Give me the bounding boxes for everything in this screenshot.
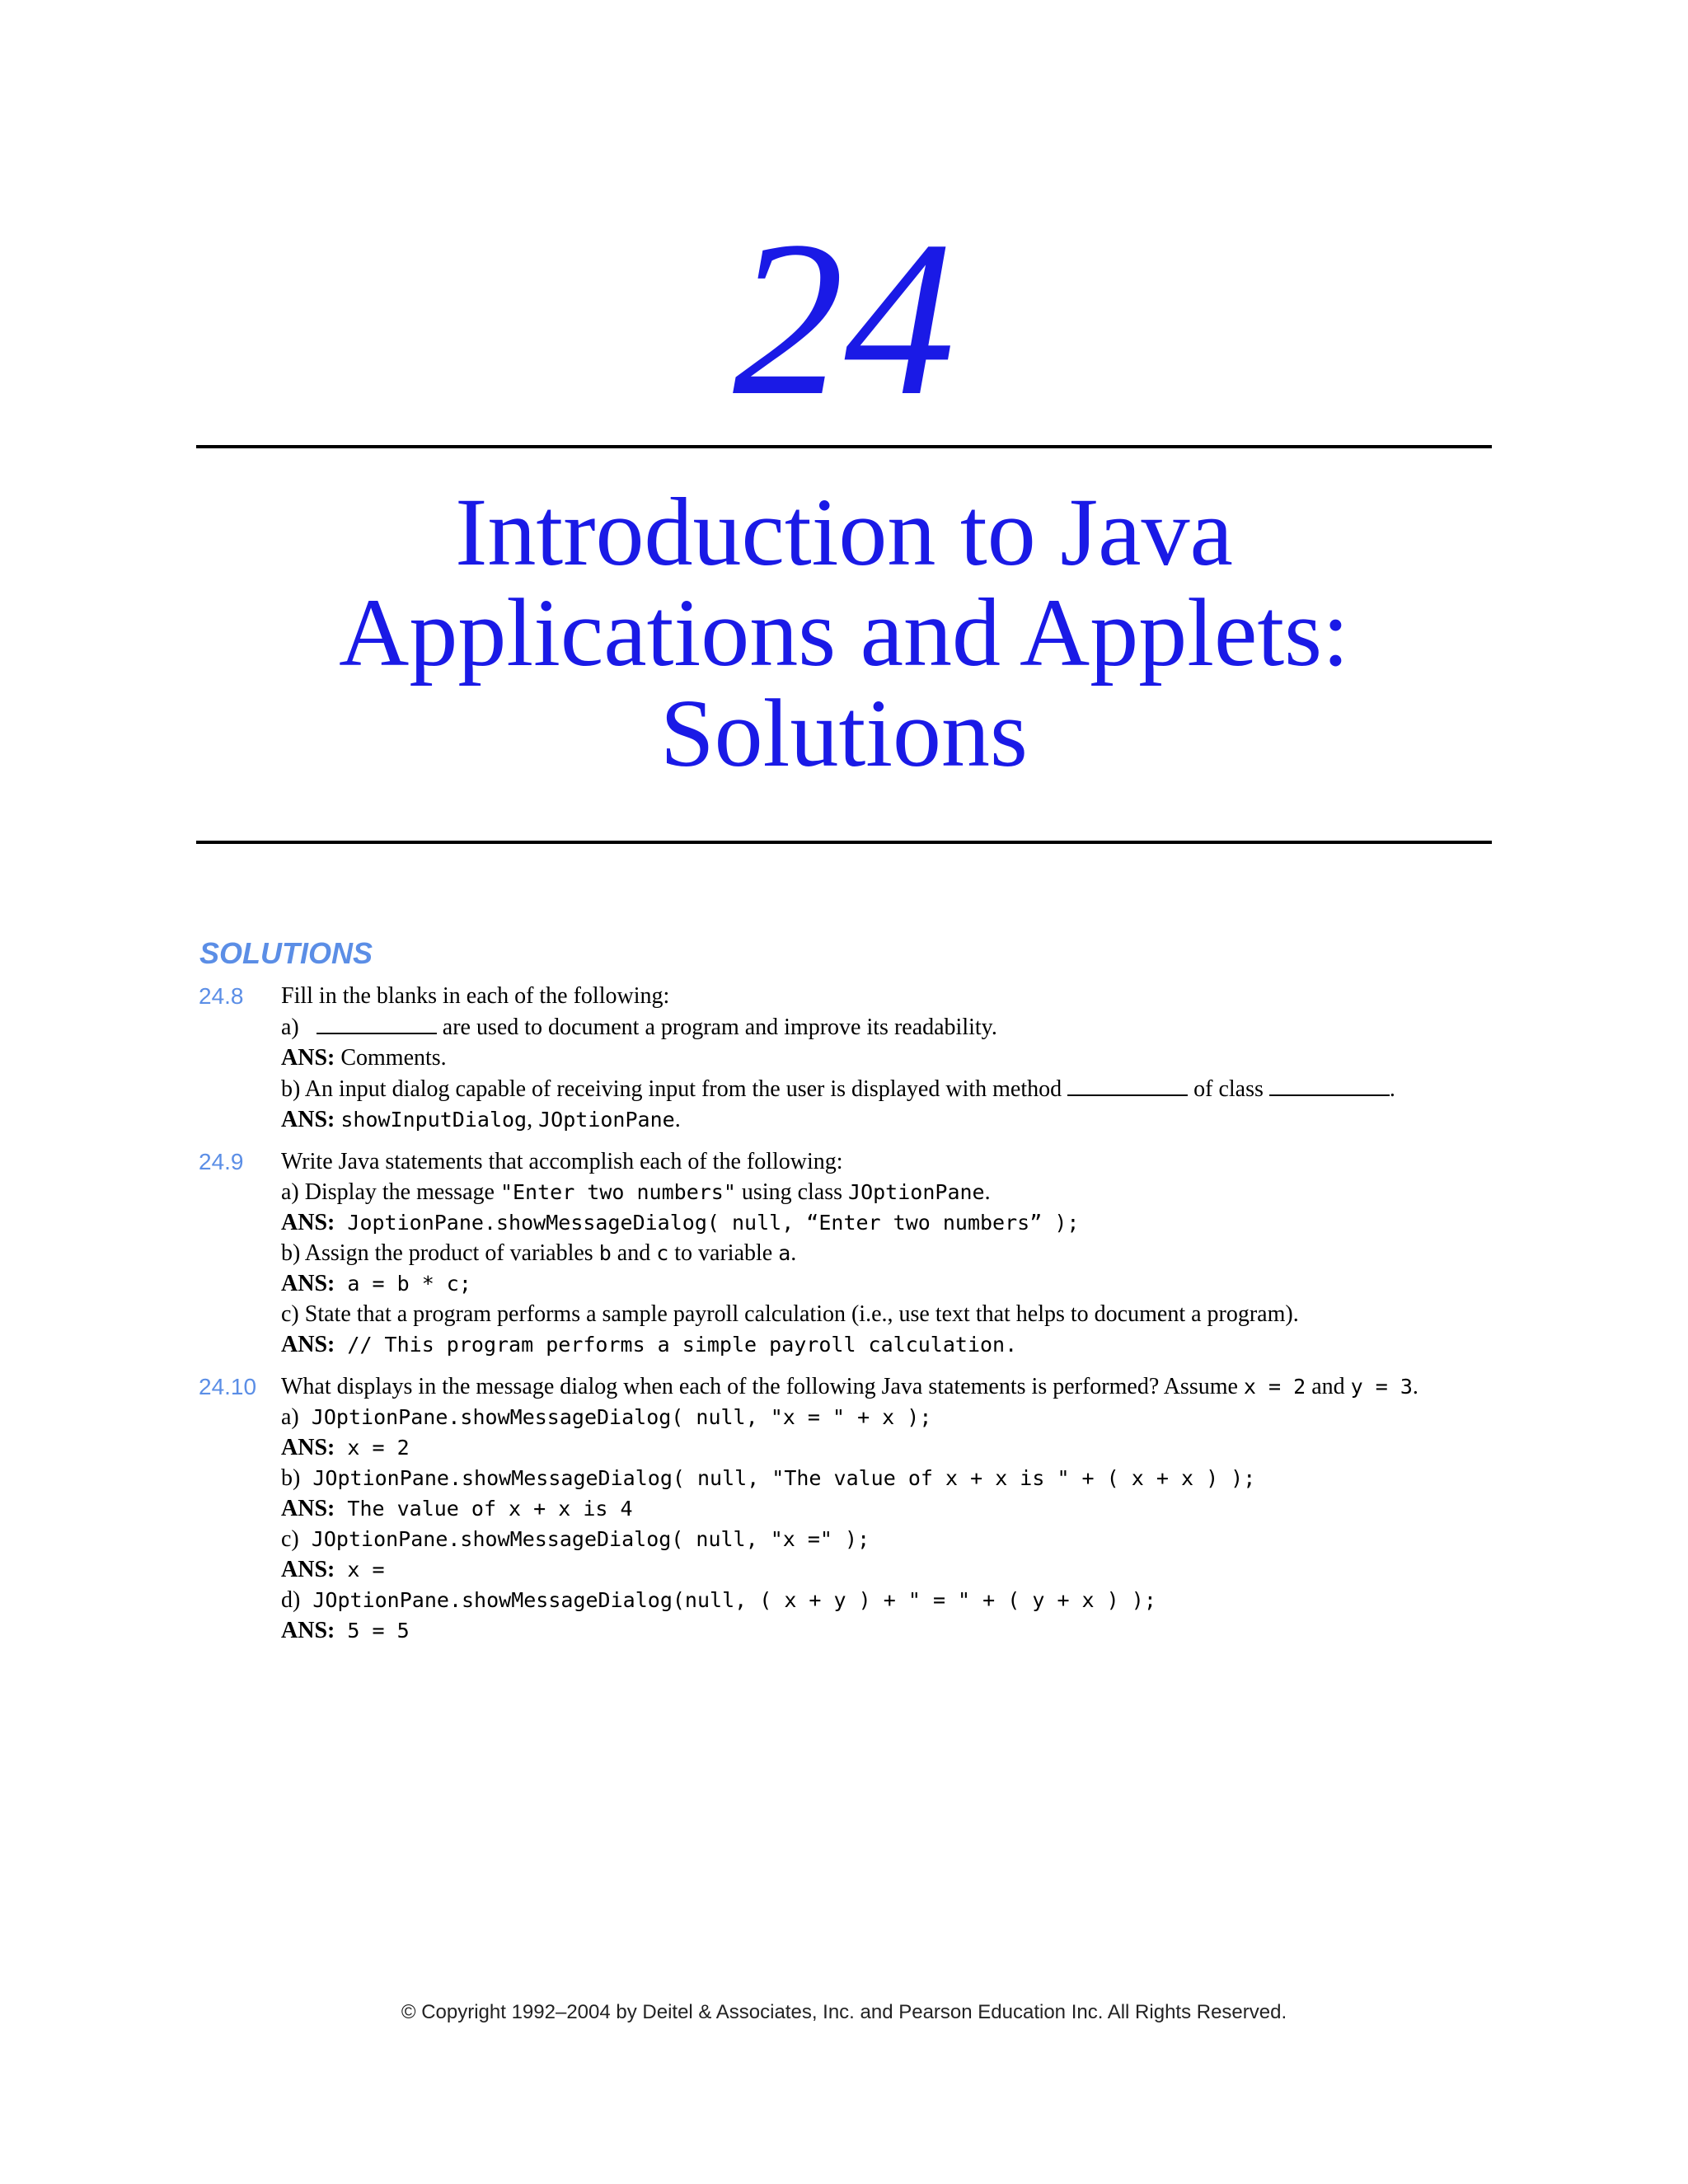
answer-label: ANS: — [281, 1435, 335, 1460]
question-code: "Enter two numbers" — [499, 1180, 736, 1204]
chapter-number: 24 — [733, 195, 955, 442]
question-label: a) — [281, 1015, 299, 1040]
prompt-code: x = 2 — [1243, 1375, 1306, 1399]
question-c — [281, 1299, 1484, 1329]
question-label: b) — [281, 1465, 301, 1491]
question-text: Display the message — [298, 1179, 500, 1205]
question-text: . — [984, 1179, 991, 1205]
answer-code: JOptionPane — [538, 1108, 675, 1132]
question-code: JOptionPane.showMessageDialog( null, "x =" ); — [298, 1527, 870, 1551]
answer-code: // This program performs a simple payroll calculation. — [335, 1333, 1018, 1357]
top-divider — [196, 445, 1492, 448]
prompt-text: What displays in the message dialog when each of the following Java statements is performed? Assume — [281, 1374, 1244, 1399]
question-label: a) — [281, 1404, 299, 1430]
answer-code: 5 = 5 — [335, 1619, 410, 1643]
answer-code: JoptionPane.showMessageDialog( null, “Enter two numbers” ); — [335, 1211, 1080, 1235]
question-text: State that a program performs a sample payroll calculation (i.e., use text that helps to document a program). — [298, 1301, 1299, 1327]
fill-blank — [1067, 1073, 1188, 1096]
answer-a — [281, 1432, 1484, 1463]
question-text: . — [790, 1240, 797, 1266]
answer-text: . — [674, 1107, 681, 1132]
answer-code: a = b * c; — [335, 1272, 471, 1296]
answer-a — [281, 1207, 1484, 1238]
question-text: of class — [1188, 1076, 1269, 1102]
answer-label: ANS: — [281, 1045, 335, 1071]
question-text: and — [611, 1240, 657, 1266]
question-label: b) — [281, 1076, 301, 1102]
answer-text: , — [527, 1107, 539, 1132]
exercise-number: 24.10 — [199, 1374, 257, 1399]
question-label: c) — [281, 1526, 299, 1552]
exercise-body — [281, 981, 1484, 1135]
answer-d — [281, 1615, 1484, 1646]
answer-b — [281, 1493, 1484, 1524]
question-label: a) — [281, 1179, 299, 1205]
question-code: a — [778, 1241, 791, 1265]
section-heading: SOLUTIONS — [199, 936, 373, 970]
question-d — [281, 1585, 1484, 1615]
question-code: JOptionPane.showMessageDialog(null, ( x + y ) + " = " + ( y + x ) ); — [300, 1588, 1156, 1612]
question-code: b — [598, 1241, 612, 1265]
answer-label: ANS: — [281, 1210, 335, 1235]
question-b — [281, 1463, 1484, 1493]
answer-code: showInputDialog — [340, 1108, 528, 1132]
prompt-code: y = 3 — [1350, 1375, 1413, 1399]
question-text: Assign the product of variables — [300, 1240, 599, 1266]
answer-label: ANS: — [281, 1557, 335, 1582]
question-b — [281, 1238, 1484, 1268]
exercise-prompt — [281, 1371, 1484, 1402]
prompt-text: . — [1412, 1374, 1418, 1399]
exercise-number: 24.9 — [199, 1149, 244, 1174]
question-code: JOptionPane.showMessageDialog( null, "x = " + x ); — [298, 1405, 932, 1429]
answer-code: The value of x + x is 4 — [335, 1497, 633, 1521]
chapter-title-line-3: Solutions — [660, 679, 1028, 787]
answer-a — [281, 1043, 1484, 1073]
answer-code: x = — [335, 1558, 385, 1582]
answer-c — [281, 1329, 1484, 1360]
exercise-24-10 — [0, 1371, 1688, 1646]
question-text: . — [1389, 1076, 1395, 1102]
question-b — [281, 1073, 1484, 1104]
question-code: JOptionPane.showMessageDialog( null, "The value of x + x is " + ( x + x ) ); — [300, 1466, 1256, 1490]
answer-text: Comments. — [335, 1045, 447, 1071]
fill-blank — [1269, 1073, 1390, 1096]
question-text: are used to document a program and improve its readability. — [436, 1015, 997, 1040]
exercise-list — [0, 981, 1688, 1657]
chapter-title-line-1: Introduction to Java — [455, 478, 1233, 586]
exercise-body — [281, 1146, 1484, 1360]
answer-b — [281, 1104, 1484, 1135]
question-label: b) — [281, 1240, 301, 1266]
answer-b — [281, 1268, 1484, 1299]
answer-label: ANS: — [281, 1332, 335, 1357]
prompt-text: and — [1306, 1374, 1351, 1399]
answer-label: ANS: — [281, 1107, 335, 1132]
question-code: c — [656, 1241, 669, 1265]
answer-label: ANS: — [281, 1271, 335, 1296]
question-code: JOptionPane — [848, 1180, 985, 1204]
question-c — [281, 1524, 1484, 1554]
question-a — [281, 1011, 1484, 1043]
exercise-prompt: Fill in the blanks in each of the following: — [281, 983, 670, 1009]
exercise-24-9 — [0, 1146, 1688, 1360]
question-text: using class — [735, 1179, 849, 1205]
exercise-prompt: Write Java statements that accomplish each of the following: — [281, 1149, 843, 1174]
question-text: An input dialog capable of receiving input from the user is displayed with method — [300, 1076, 1068, 1102]
question-a — [281, 1402, 1484, 1432]
fill-blank — [316, 1011, 437, 1034]
bottom-divider — [196, 841, 1492, 844]
answer-code: x = 2 — [335, 1436, 410, 1460]
answer-c — [281, 1554, 1484, 1585]
question-text: to variable — [668, 1240, 779, 1266]
copyright-footer: © Copyright 1992–2004 by Deitel & Associates, Inc. and Pearson Education Inc. All Rights Reserved. — [401, 2001, 1287, 2023]
chapter-title-line-2: Applications and Applets: — [339, 579, 1349, 687]
answer-label: ANS: — [281, 1618, 335, 1643]
exercise-number: 24.8 — [199, 983, 244, 1009]
exercise-24-8 — [0, 981, 1688, 1135]
question-label: d) — [281, 1587, 301, 1613]
question-a — [281, 1177, 1484, 1207]
exercise-body — [281, 1371, 1484, 1646]
chapter-title — [0, 478, 1688, 787]
answer-label: ANS: — [281, 1496, 335, 1521]
question-label: c) — [281, 1301, 299, 1327]
